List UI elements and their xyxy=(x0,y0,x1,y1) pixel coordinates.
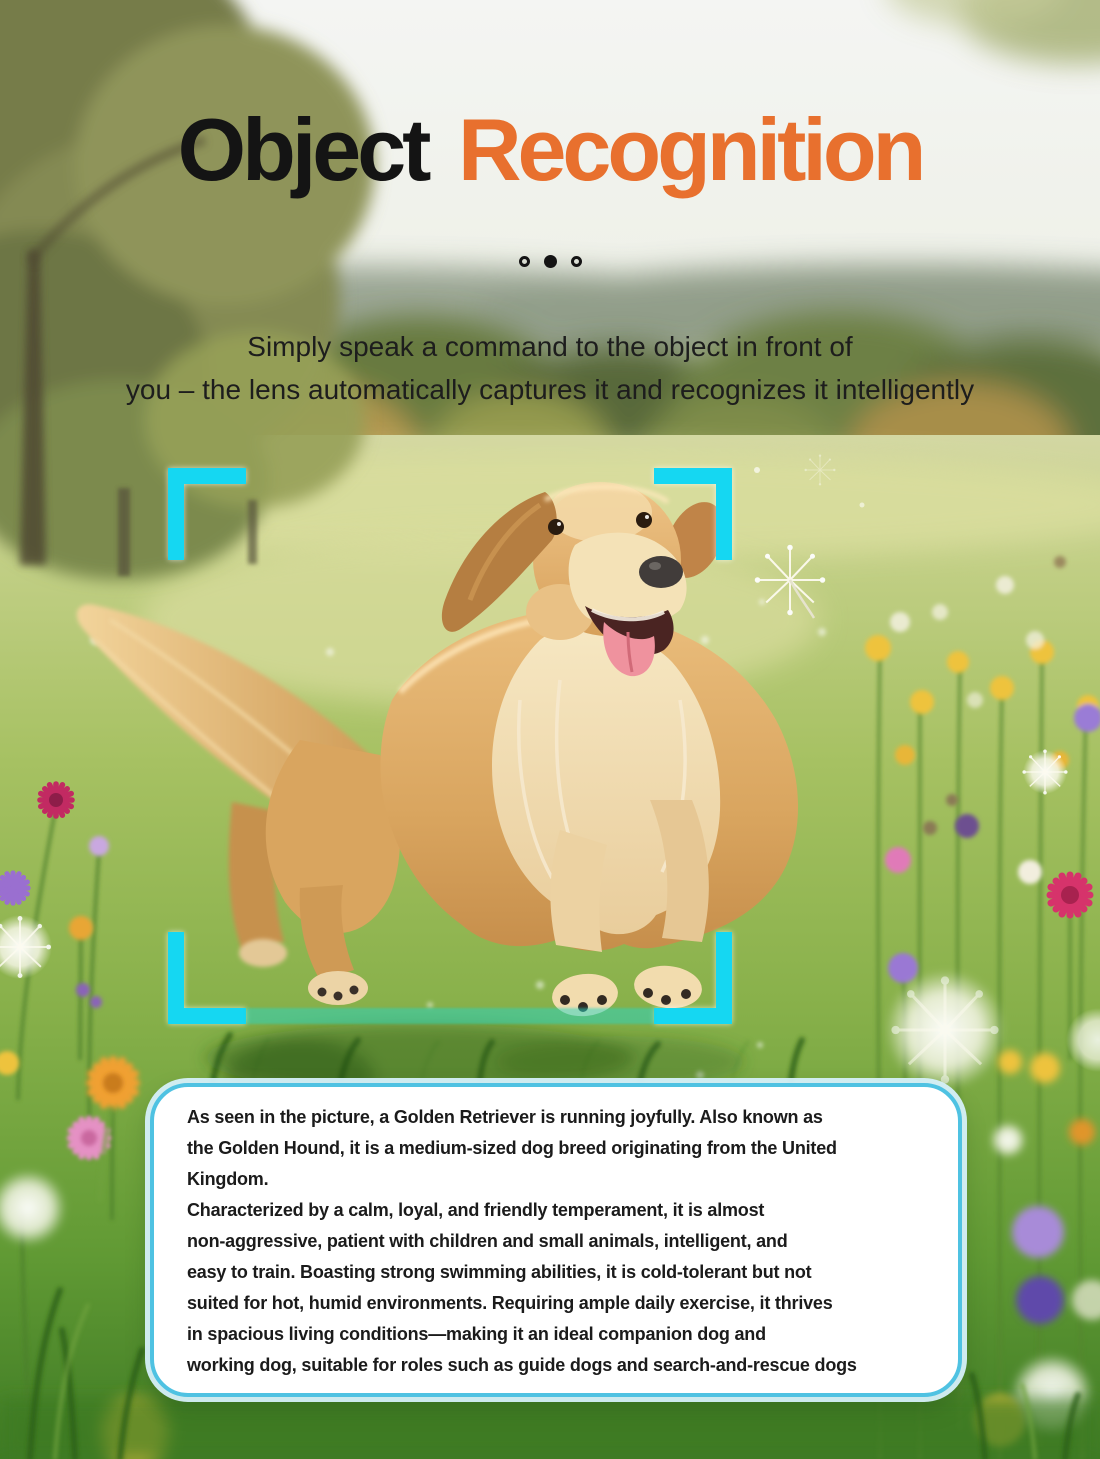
card-text-line: working dog, suitable for roles such as guide dogs and search-and-rescue dogs xyxy=(187,1355,857,1375)
subtitle-line-1: Simply speak a command to the object in front of xyxy=(247,331,853,362)
card-text-line: As seen in the picture, a Golden Retriever is running joyfully. Also known as xyxy=(187,1107,823,1127)
card-text-line: suited for hot, humid environments. Requiring ample daily exercise, it thrives xyxy=(187,1293,833,1313)
title-word-object: Object xyxy=(177,100,428,199)
card-text-line: in spacious living conditions—making it an ideal companion dog and xyxy=(187,1324,766,1344)
title-word-recognition: Recognition xyxy=(457,100,923,199)
subtitle-line-2: you – the lens automatically captures it and recognizes it intelligently xyxy=(125,374,975,405)
dot-separator xyxy=(0,255,1100,268)
recognition-result-card xyxy=(150,1083,962,1397)
card-text-line: Kingdom. xyxy=(187,1169,269,1189)
dot-filled-icon xyxy=(544,255,557,268)
card-text-line: non-aggressive, patient with children and small animals, intelligent, and xyxy=(187,1231,788,1251)
page-title xyxy=(0,100,1100,200)
dot-hollow-icon xyxy=(571,256,582,267)
card-text-line: easy to train. Boasting strong swimming abilities, it is cold-tolerant but not xyxy=(187,1262,812,1282)
card-text-line: the Golden Hound, it is a medium-sized dog breed originating from the United xyxy=(187,1138,837,1158)
subtitle xyxy=(0,325,1100,411)
dot-hollow-icon xyxy=(519,256,530,267)
card-text-line: Characterized by a calm, loyal, and friendly temperament, it is almost xyxy=(187,1200,765,1220)
